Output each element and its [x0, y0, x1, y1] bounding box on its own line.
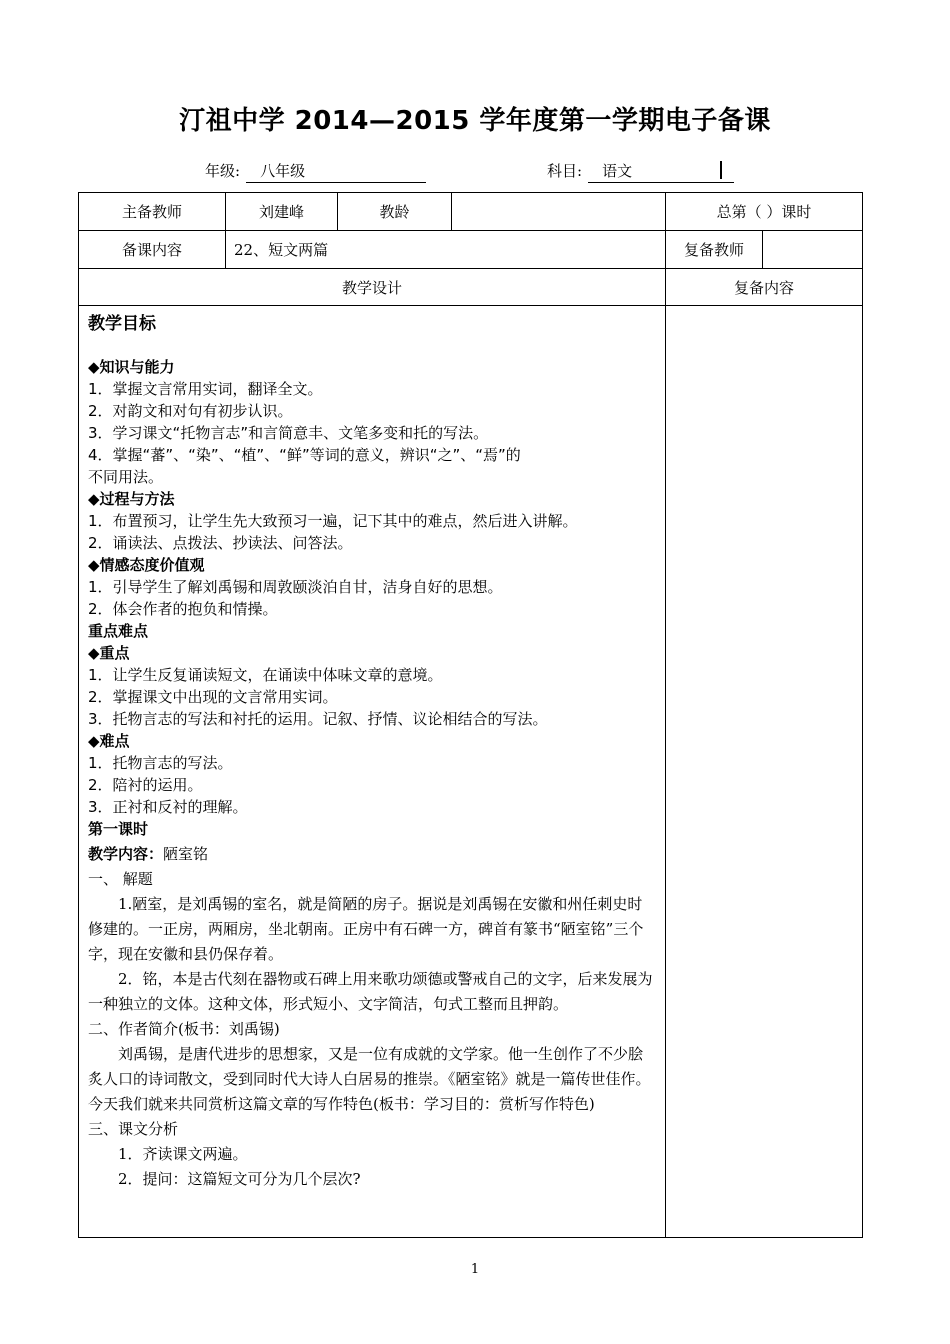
teaching-age-label: 教龄: [338, 193, 452, 231]
grade-label: 年级:: [205, 162, 241, 180]
emotion-item: 1．引导学生了解刘禹锡和周敦颐淡泊自甘，洁身自好的思想。: [88, 578, 503, 596]
subject-field: [547, 160, 734, 183]
section-3-item: 1．齐读课文两遍。: [118, 1145, 248, 1163]
review-content: [666, 306, 863, 1238]
grade-field: [205, 160, 426, 183]
teaching-content-value: 陋室铭: [163, 845, 209, 863]
process-heading: ◆过程与方法: [88, 490, 175, 508]
teaching-content-label: 教学内容：: [88, 845, 164, 863]
process-item: 2．诵读法、点拨法、抄读法、问答法。: [88, 534, 353, 552]
key-difficult-heading: 重点难点: [88, 622, 149, 640]
period-heading: 第一课时: [88, 820, 149, 838]
process-item: 1．布置预习，让学生先大致预习一遍，记下其中的难点，然后进入讲解。: [88, 512, 578, 530]
emotion-item: 2．体会作者的抱负和情操。: [88, 600, 278, 618]
knowledge-item: 4．掌握“蕃”、“染”、“植”、“鲜”等词的意义，辨识“之”、“焉”的: [88, 446, 521, 464]
key-item: 2．掌握课文中出现的文言常用实词。: [88, 688, 338, 706]
difficult-item: 2．陪衬的运用。: [88, 776, 203, 794]
page-number: 1: [470, 1262, 480, 1277]
section-2-paragraph: 刘禹锡，是唐代进步的思想家，又是一位有成就的文学家。他一生创作了不少脍炙人口的诗词散文，受到同时代大诗人白居易的推崇。《陋室铭》就是一篇传世佳作。今天我们就来共同赏析这篇文章的写作特色(板书：学习目的：赏析写作特色): [88, 1045, 651, 1113]
section-3-item: 2．提问：这篇短文可分为几个层次?: [118, 1170, 361, 1188]
section-2-heading: 二、作者简介(板书：刘禹锡): [88, 1020, 280, 1038]
design-content: [79, 306, 666, 1238]
section-3-heading: 三、课文分析: [88, 1120, 179, 1138]
knowledge-item: 不同用法。: [88, 468, 164, 486]
key-item: 3．托物言志的写法和衬托的运用。记叙、抒情、议论相结合的写法。: [88, 710, 548, 728]
teaching-content-line: [88, 842, 657, 867]
knowledge-heading: ◆知识与能力: [88, 358, 175, 376]
content-value: 22、短文两篇: [226, 231, 666, 269]
section-1-paragraph: 1.陋室，是刘禹锡的室名，就是简陋的房子。据说是刘禹锡在安徽和州任刺史时修建的。一正房，两厢房，坐北朝南。正房中有石碑一方，碑首有篆书“陋室铭”三个字，现在安徽和县仍保存着。: [88, 895, 644, 963]
difficult-item: 3．正衬和反衬的理解。: [88, 798, 248, 816]
difficult-item: 1．托物言志的写法。: [88, 754, 233, 772]
reviewer-label: 复备教师: [666, 231, 763, 269]
lesson-plan-table: [78, 192, 863, 1238]
text-cursor: [720, 161, 722, 179]
review-header: 复备内容: [666, 269, 863, 306]
content-label: 备课内容: [79, 231, 226, 269]
subject-value-wrap: [588, 160, 734, 183]
knowledge-item: 3．学习课文“托物言志”和言简意丰、文笔多变和托的写法。: [88, 424, 489, 442]
reviewer-value: [763, 231, 863, 269]
lead-teacher-label: 主备教师: [79, 193, 226, 231]
section-1-heading: 一、 解题: [88, 870, 153, 888]
page-title: 汀祖中学 2014—2015 学年度第一学期电子备课: [179, 106, 771, 136]
subject-label: 科目:: [547, 162, 583, 180]
design-header: 教学设计: [79, 269, 666, 306]
teaching-age-value: [452, 193, 666, 231]
knowledge-item: 1．掌握文言常用实词，翻译全文。: [88, 380, 323, 398]
grade-value: 八年级: [246, 160, 426, 183]
section-1-paragraph: 2．铭，本是古代刻在器物或石碑上用来歌功颂德或警戒自己的文字，后来发展为一种独立的文体。这种文体，形式短小、文字简洁，句式工整而且押韵。: [88, 970, 653, 1013]
subject-value: 语文: [602, 162, 633, 180]
objectives-title: 教学目标: [88, 314, 156, 334]
key-item: 1．让学生反复诵读短文，在诵读中体味文章的意境。: [88, 666, 443, 684]
lead-teacher-value: 刘建峰: [226, 193, 338, 231]
difficult-heading: ◆难点: [88, 732, 130, 750]
key-heading: ◆重点: [88, 644, 130, 662]
total-period-cell: 总第（ ）课时: [666, 193, 863, 231]
knowledge-item: 2．对韵文和对句有初步认识。: [88, 402, 293, 420]
emotion-heading: ◆情感态度价值观: [88, 556, 205, 574]
